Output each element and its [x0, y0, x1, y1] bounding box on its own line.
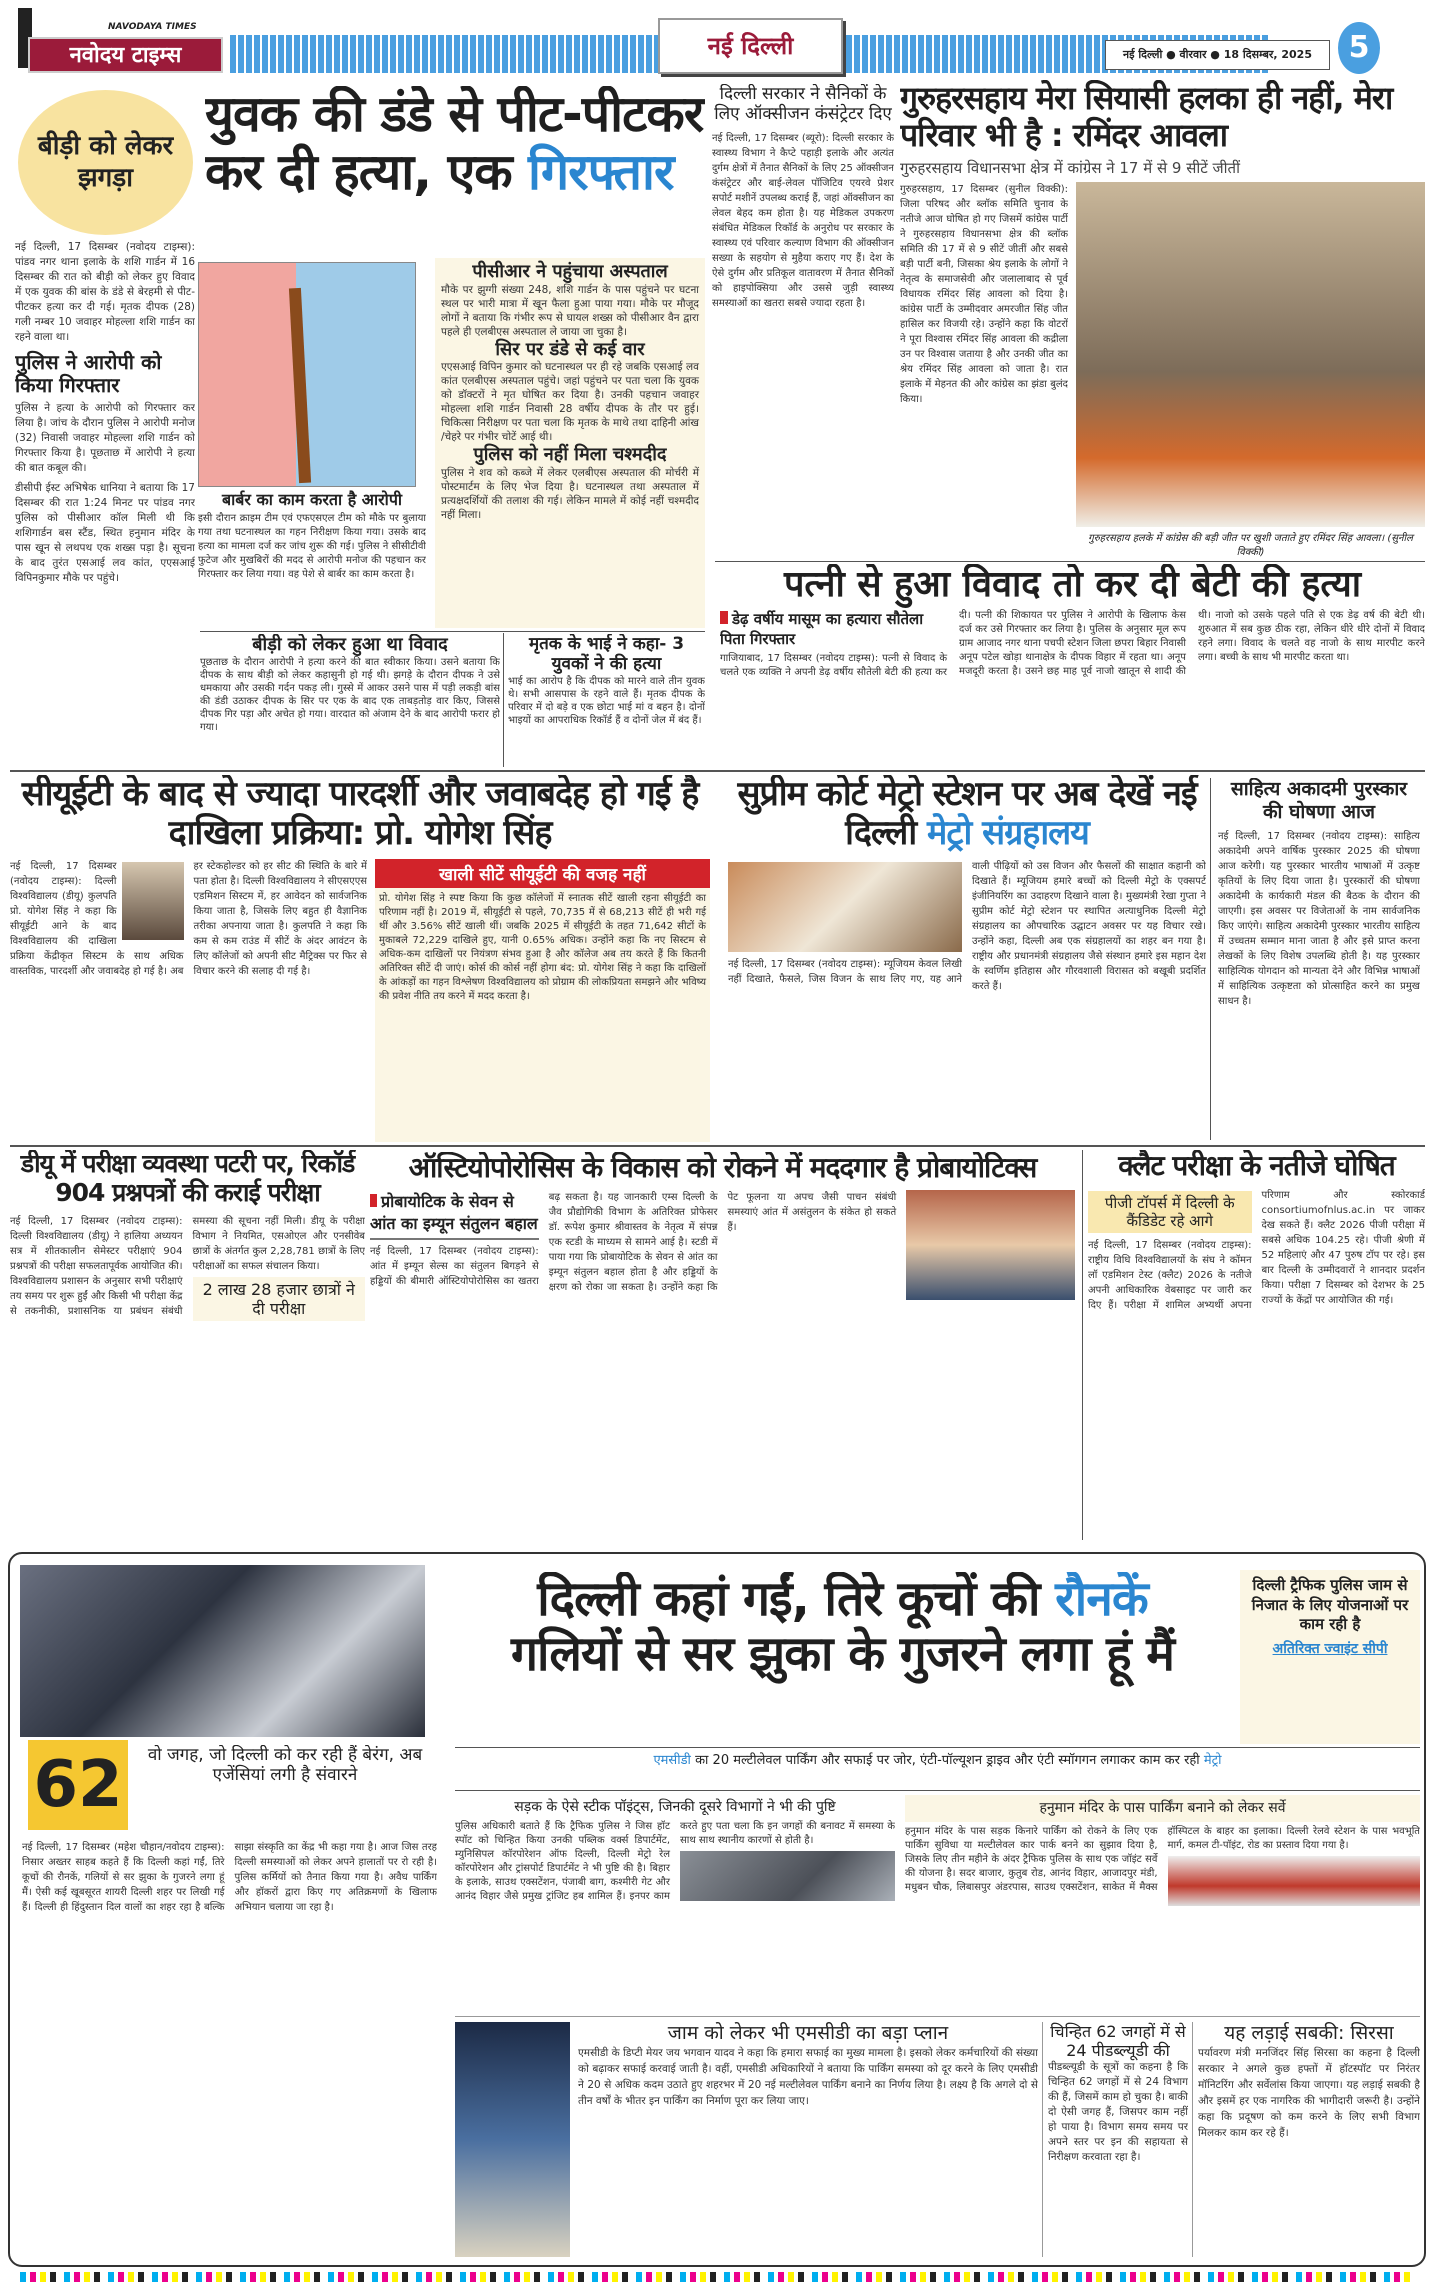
bidi-text: पूछताछ के दौरान आरोपी ने हत्या करने की बात स्वीकार किया। उसने बताया कि दीपक के साथ बीड़ी को लेकर कहासुनी हो गई थी। झगड़े के दौरान दीपक ने उसे धमकाया और उसकी गर्दन पकड़ ली। गुस्से में आकर उसने पास में पड़ी लकड़ी बांस की डंडी उठाकर दीपक के सिर पर एक के बाद एक ताबड़तोड़ वार किए, जिससे दीपक गिर पड़ा और अचेत हो गया। वारदात को अंजाम देने के बाद आरोपी फरार हो गया। — [200, 656, 500, 733]
sub-left: सड़क के ऐसे स्टीक पॉइंट्स, जिनकी दूसरे विभागों ने भी की पुष्टि — [514, 1799, 836, 1815]
count-text: वो जगह, जो दिल्ली को कर रही हैं बेरंग, अब एजेंसियां लगी है संवारने — [147, 1745, 423, 1786]
story11-right-text: हनुमान मंदिर के पास सड़क किनारे पार्किंग को रोकने के लिए एक पार्किंग सुविधा या मल्टीलेवल कार पार्क बनने का सुझाव दिया है, जिसके लिए तीन महीने के अंदर ट्रैफिक पुलिस के साथ एक जॉइंट सर्वे की योजना है। सदर बाजार, कुतुब रोड, आनंद विहार, आजादपुर मंडी, मधुबन चौक, लिबासपुर अंडरपास, साउथ एक्सटेंशन, साकेत में मैक्स हॉस्पिटल के बाहर का इलाका। दिल्ली रेलवे स्टेशन के पास भवभूति मार्ग, कमल टी-पॉइंट, रोड का प्रस्ताव दिया गया है। — [905, 1825, 1420, 1893]
story7-block — [1218, 778, 1420, 1142]
story9-text: नई दिल्ली, 17 दिसम्बर (नवोदय टाइम्स): आंत में इम्यून सेल्स का संतुलन बिगड़ने से हड्डियों की बीमारी ऑस्टियोपोरोसिस का खतरा बढ़ सकता है। यह जानकारी एम्स दिल्ली के जैव प्रौद्योगिकी विभाग के अतिरिक्त प्रोफेसर डॉ. रूपेश कुमार श्रीवास्तव के नेतृत्व में संपन्न एक स्टडी के माध्यम से सामने आई है। स्टडी में पाया गया कि प्रोबायोटिक के सेवन से आंत का इम्यून संतुलन बहाल होता है और हड्डियों के क्षरण को रोका जा सकता है। उन्होंने कहा कि पेट फूलना या अपच जैसी पाचन संबंधी समस्याएं आंत में असंतुलन के संकेत हो सकते हैं। — [370, 1192, 897, 1294]
market-photo — [455, 2022, 570, 2257]
story3-subhead: गुरुहरसहाय विधानसभा क्षेत्र में कांग्रेस ने 17 में से 9 सीटें जीतीं — [900, 158, 1240, 177]
story11-right-block — [905, 1795, 1420, 2013]
brother-text: भाई का आरोप है कि दीपक को मारने वाले तीन युवक थे। सभी आसपास के रहने वाले हैं। मृतक दीपक के परिवार में दो बड़े व एक छोटा भाई मां व बहन है। दोनों भाइयों का आपराधिक रिकॉर्ड हैं व दोनों जेल में बंद हैं। — [508, 675, 705, 726]
story11-left-text: पुलिस अधिकारी बताते हैं कि ट्रैफिक पुलिस ने जिस हॉट स्पॉट को चिन्हित किया उनकी पब्लिक वर्क्स डिपार्टमेंट, म्युनिसिपल कॉरपोरेशन ऑफ दिल्ली, दिल्ली मेट्रो रेल कॉरपोरेशन और ट्रांसपोर्ट डिपार्टमेंट ने भी पुष्टि की है। बिहार के इलाके, साउथ एक्सटेंशन, पंजाबी बाग, कश्मीरी गेट और आनंद विहार जैसे प्रमुख ट्रांजिट हब शामिल हैं। इनपर काम करते हुए पता चला कि इन जगहों की बनावट में समस्या के साथ साथ स्थानीय कारणों से होती है। — [455, 1820, 895, 1902]
brand-small: NAVODAYA TIMES — [108, 22, 197, 32]
story8-text: नई दिल्ली, 17 दिसम्बर (नवोदय टाइम्स): दिल्ली विश्वविद्यालय (डीयू) ने हालिया अध्ययन सत्र में शीतकालीन सेमेस्टर परीक्षाएं 904 प्रश्नपत्रों की परीक्षा सफलतापूर्वक आयोजित की। विश्वविद्यालय प्रशासन के अनुसार सभी परीक्षाएं तय समय पर शुरू हुईं और किसी भी परीक्षा केंद्र से तकनीकी, प्रशासनिक या प्रबंधन संबंधी समस्या की सूचना नहीं मिली। डीयू के परीक्षा विभाग ने नियमित, एसओएल और एनसीवेब छात्रों के अंतर्गत कुल 2,28,781 छात्रों के लिए परीक्षाओं का सफल संचालन किया। — [10, 1215, 365, 1317]
cuet-box: खाली सीटें सीयूईटी की वजह नहीं प्रो. योगेश सिंह ने स्पष्ट किया कि कुछ कॉलेजों में स्नातक सीटें खाली रहना सीयूईटी का परिणाम नहीं है। 2019 में, सीयूईटी से पहले, 70,735 में से 68,213 सीटें ही भरी गई थीं और 3.56% सीटें खाली थीं। जबकि 2025 में सीयूईटी के तहत 71,642 सीटों के मुकाबले 72,229 दाखिले हुए, यानी 0.65% अधिक। उन्होंने कहा कि नए सिस्टम से अधिक-कम दाखिलों पर नियंत्रण संभव हुआ है और कॉलेज अब तय करते हैं कि कितनी अतिरिक्त सीटें दी जाएं। कोर्स की कोर्स नहीं होगा बंद: प्रो. योगेश सिंह ने कहा कि दाखिलों के आंकड़ों का गहन विश्लेषण विश्वविद्यालय को प्रोग्राम की लोकप्रियता समझने और भविष्य की प्रवेश नीति तय करने में मदद करता है। — [375, 859, 710, 1142]
story10-block — [1088, 1150, 1425, 1545]
story5-headline: सीयूईटी के बाद से ज्यादा पारदर्शी और जवाबदेह हो गई है दाखिला प्रक्रिया: प्रो. योगेश सिंह — [21, 775, 699, 854]
story3-text: गुरुहरसहाय, 17 दिसम्बर (सुनील विक्की): जिला परिषद और ब्लॉक समिति चुनाव के नतीजे आज घोषित हो गए जिसमें कांग्रेस पार्टी ने गुरुहरसहाय विधानसभा क्षेत्र की ब्लॉक समिति की 17 में से 9 सीटें जीतीं और सबसे बड़ी पार्टी बनी, जिसका श्रेय इलाके के लोगों ने नेतृत्व के समाजसेवी और जलालाबाद से पूर्व विधायक रमिंदर सिंह आवला को दिया है। कांग्रेस पार्टी के उम्मीदवार अमरजीत सिंह जीत हासिल कर विजयी रहे। उन्होंने कहा कि वोटरों ने पूरा विश्वास रमिंदर सिंह आवला की कद्रीला उन पर विश्वास जताया है और उनकी जीत का श्रेय रमिंदर सिंह आवला को जाता है। रात इलाके में मेहनत की और कांग्रेस का झंडा बुलंद किया। — [900, 183, 1068, 405]
story1-dcp-text: डीसीपी ईस्ट अभिषेक धानिया ने बताया कि 17 दिसम्बर की रात 1:24 मिनट पर पांडव नगर पुलिस को पीसीआर कॉल मिली थी कि शशिगार्डन बस स्टैंड, स्थित हनुमान मंदिर के पास खून से लथपथ एक शख्स पड़ा है। सूचना के बाद तुरंत एसआई लव कांत, एएसआई विपिनकुमार मौके पर पहुंचे। — [15, 482, 195, 584]
illustration — [198, 262, 416, 487]
brother-block — [508, 634, 705, 768]
story7-headline: साहित्य अकादमी पुरस्कार की घोषणा आज — [1230, 778, 1408, 823]
story2-text: नई दिल्ली, 17 दिसम्बर (ब्यूरो): दिल्ली सरकार के स्वास्थ्य विभाग ने कैप्टे पहाड़ी इलाके और अत्यंत दुर्गम क्षेत्रों में तैनात सैनिकों के लिए 25 ऑक्सीजन कंसंट्रेटर और बाई-लेवल पॉजिटिव एयरवे प्रेशर सपोर्ट मशीनें उपलब्ध कराई हैं, जहां ऑक्सीजन का लेवल बेहद कम होता है। यह मेडिकल उपकरण संबंधित मेडिकल रिकॉर्ड के अनुरोध पर सरकार के स्वास्थ्य एवं परिवार कल्याण विभाग की ऑक्सीजन सख्या के सहयोग से मुहैया कराए गए हैं। देश के ऐसे दुर्गम और प्रतिकूल वातावरण में तैनात सैनिकों को हाइपोक्सिया और उससे जुड़ी स्वास्थ्य समस्याओं का खतरा सबसे ज्यादा रहता है। — [712, 132, 894, 309]
story8-block — [10, 1150, 365, 1545]
page-number: 5 — [1338, 22, 1380, 74]
story1-left-column — [15, 240, 195, 765]
story1-headline: युवक की डंडे से पीट-पीटकर कर दी हत्या, एक गिरफ्तार — [205, 86, 704, 201]
story5-block — [10, 775, 710, 1142]
kicker-circle: बीड़ी को लेकर झगड़ा — [18, 90, 193, 235]
brand-logo: नवोदय टाइम्स — [28, 37, 223, 73]
story3-caption: गुरुहरसहाय हलके में कांग्रेस की बड़ी जीत पर खुशी जताते हुए रमिंदर सिंह आवला। (सुनील विक्की) — [1088, 533, 1413, 558]
story6-text: नई दिल्ली, 17 दिसम्बर (नवोदय टाइम्स): म्यूजियम केवल लिखी नहीं दिखाते, फैसले, जिस विजन के साथ लिए गए, यह आने वाली पीढ़ियों को उस विजन और फैसलों की साक्षात कहानी को दिखाते हैं। म्यूजियम हमारे बच्चों को दिल्ली मेट्रो के एक्सपर्ट इंजीनियरिंग का उदाहरण दिखाने वाला है। मुख्यमंत्री रेखा गुप्ता ने सुप्रीम कोर्ट मेट्रो स्टेशन पर स्थापित अत्याधुनिक दिल्ली मेट्रो संग्रहालय का औपचारिक उद्घाटन अवसर पर यह विचार रखे। उन्होंने कहा, दिल्ली अब एक संग्रहालयों का शहर बन गया है। राष्ट्रीय और प्रधानमंत्री संग्रहालय जैसे संस्थान हमारे इस महान देश के स्वर्णिम इतिहास और गौरवशाली विरासत को बखूबी प्रदर्शित करते हैं। — [728, 861, 1206, 993]
story7-text: नई दिल्ली, 17 दिसम्बर (नवोदय टाइम्स): साहित्य अकादेमी अपने वार्षिक पुरस्कार 2025 की घोषणा आज करेगी। यह पुरस्कार भारतीय भाषाओं में उत्कृष्ट कृतियों के लिए दिया जाता है। पुरस्कारों की घोषणा अकादेमी के कार्यकारी मंडल की बैठक के दौरान की जाएगी। इस अवसर पर विजेताओं के नाम सार्वजनिक किए जाएंगे। साहित्य अकादेमी पुरस्कार भारतीय साहित्य में उच्चतम सम्मान माना जाता है और इसे प्राप्त करना लेखकों के लिए विशेष उपलब्धि होती है। यह पुरस्कार साहित्यिक योगदान को मान्यता देने और विभिन्न भाषाओं में साहित्यिक उत्कृष्टता को प्रोत्साहित करने का प्रमुख साधन है। — [1218, 830, 1420, 1007]
caption-barber: बार्बर का काम करता है आरोपी — [221, 490, 403, 509]
doctor-photo — [906, 1190, 1075, 1300]
story11-left-block — [455, 1795, 895, 2013]
temple-photo — [1168, 1856, 1421, 1906]
story9-headline: ऑस्टियोपोरोसिस के विकास को रोकने में मददगार है प्रोबायोटिक्स — [408, 1152, 1037, 1184]
metro-photo — [728, 862, 962, 952]
story3-block — [900, 80, 1425, 558]
section-label: नई दिल्ली — [658, 18, 843, 74]
story11-main-text: नई दिल्ली, 17 दिसम्बर (महेश चौहान/नवोदय टाइम्स): निसार अख्तर साहब कहते हैं कि दिल्ली कहां गईं, तिरे कूचों की रौनकें, गलियों से सर झुका के गुजरने लगा हूं मैं। ऐसी कई खूबसूरत शायरी दिल्ली शहर पर लिखी गई हैं। दिल्ली ही हिंदुस्तान दिल वालों का शहर रहा है बल्कि साझा संस्कृति का केंद्र भी कहा गया है। आज जिस तरह दिल्ली समस्याओं को लेकर अपने हालातों पर रो रही है। पुलिस कर्मियों को तैनात किया गया है। अवैध पार्किंग और हॉकरों द्वारा किए गए अतिक्रमणों के खिलाफ अभियान चलाया जा रहा है। — [22, 1842, 437, 1913]
story5-text: नई दिल्ली, 17 दिसम्बर (नवोदय टाइम्स): दिल्ली विश्वविद्यालय (डीयू) कुलपति प्रो. योगेश सिंह ने कहा कि सीयूईटी आने के बाद विश्वविद्यालय की दाखिला प्रक्रिया केंद्रीकृत सिस्टम के साथ अधिक वास्तविक, पारदर्शी और जवाबदेह हो गई है। अब हर स्टेकहोल्डर को हर सीट की स्थिति के बारे में पता होता है। दिल्ली विश्वविद्यालय ने सीएसएएस एडमिशन सिस्टम में, हर आवेदन को सार्वजनिक किया जाता है, जिसके लिए बहुत ही वैज्ञानिक तरीका अपनाया जाता है। कुलपति ने कहा कि कम से कम राउंड में सीटें के अंदर आवंटन के लिए कॉलेजों को अपनी सीट मैट्रिक्स पर फिर से विचार करने की सलाह दी गई है। — [10, 861, 367, 978]
story4-headline: पत्नी से हुआ विवाद तो कर दी बेटी की हत्या — [783, 564, 1362, 605]
count-badge: 62 — [28, 1740, 128, 1830]
registration-bar — [20, 2272, 1410, 2282]
story2-headline: दिल्ली सरकार ने सैनिकों के लिए ऑक्सीजन कंसंट्रेटर दिए — [714, 84, 892, 125]
sub-brother: मृतक के भाई ने कहा- 3 युवकों ने की हत्या — [528, 634, 685, 675]
sidebar-box: पीसीआर ने पहुंचाया अस्पताल मौके पर झुग्गी संख्या 248, शशि गार्डन के पास पहुंचने पर घटना स्थल पर भारी मात्रा में खून फैला हुआ पाया गया। मौके पर मौजूद लोगों ने बताया कि गंभीर रूप से घायल शख्स को पीसीआर वैन द्वारा पहले ही एलबीएस अस्पताल ले जाया जा चुका है। सिर पर डंडे से कई वार एएसआई विपिन कुमार को घटनास्थल पर ही रहे जबकि एसआई लव कांत एलबीएस अस्पताल पहुंचे। जहां पहुंचने पर पता चला कि युवक को डॉक्टरों ने मृत घोषित कर दिया है। उनकी पहचान जवाहर मोहल्ला शशि गार्डन निवासी 28 वर्षीय दीपक के तौर पर हुई। चिकित्सा निरीक्षण पर पता चला कि मृतक के माथे तथा दाहिनी आंख /चेहरे पर गंभीर चोटें आई थी। पुलिस को नहीं मिला चश्मदीद पुलिस ने शव को कब्जे में लेकर एलबीएस अस्पताल की मोर्चरी में पोस्टमार्टम के लिए भेज दिया है। घटनास्थल तथा अस्पताल में प्रत्यक्षदर्शियों की तलाश की गई। लेकिन मामले में कोई नहीं चश्मदीद नहीं मिला। — [435, 258, 705, 628]
traffic-photo — [20, 1565, 425, 1737]
jam-photo — [680, 1851, 895, 1901]
mcd-strip: एमसीडी का 20 मल्टीलेवल पार्किंग और सफाई पर जोर, एंटी-पॉल्यूशन ड्राइव और एंटी स्मॉगगन लगाकर काम कर रही मेट्रो — [653, 1753, 1222, 1768]
pwd-box: चिन्हित 62 जगहों में से 24 पीडब्ल्यूडी की पीडब्ल्यूडी के सूत्रों का कहना है कि चिन्हित 62 जगहों में से 24 विभाग की हैं, जिसमें काम हो चुका है। बाकी दो ऐसी जगह हैं, जिसपर काम नहीं हो पाया है। विभाग समय समय पर अपने स्तर पर इन की सहायता से निरीक्षण करवाता रहा है। — [1048, 2022, 1188, 2164]
story1-lead: नई दिल्ली, 17 दिसम्बर (नवोदय टाइम्स): पांडव नगर थाना इलाके के शशि गार्डन में 16 दिसम्बर की रात को बीड़ी को लेकर हुए विवाद में एक युवक की बांस के डंडे से बेरहमी से पीट-पीटकर हत्या कर दी गई। मृतक दीपक (28) गली नम्बर 10 जवाहर मोहल्ला शशि गार्डन का रहने वाला था। — [15, 241, 195, 343]
vc-photo — [122, 862, 184, 940]
story9-block — [370, 1152, 1075, 1545]
dateline: नई दिल्ली ● वीरवार ● 18 दिसम्बर, 2025 — [1105, 40, 1330, 70]
story10-box: पीजी टॉपर्स में दिल्ली के कैंडिडेट रहे आगे — [1088, 1191, 1252, 1233]
story3-headline: गुरुहरसहाय मेरा सियासी हलका ही नहीं, मेरा परिवार भी है : रमिंदर आवला — [900, 80, 1393, 154]
story8-box: 2 लाख 28 हजार छात्रों ने दी परीक्षा — [193, 1277, 366, 1321]
story6-headline: सुप्रीम कोर्ट मेट्रो स्टेशन पर अब देखें नई दिल्ली मेट्रो संग्रहालय — [737, 775, 1197, 854]
story4-sub: डेढ़ वर्षीय मासूम का हत्यारा सौतेला पिता गिरफ्तार — [720, 610, 924, 649]
story1-mid-column — [198, 262, 426, 627]
sub-bidi: बीड़ी को लेकर हुआ था विवाद — [252, 634, 448, 655]
story10-text: नई दिल्ली, 17 दिसम्बर (नवोदय टाइम्स): राष्ट्रीय विधि विश्वविद्यालयों के संघ ने कॉमन लॉ एडमिशन टेस्ट (क्लैट) 2026 के नतीजे अपनी आधिकारिक वेबसाइट पर जारी कर दिए हैं। परीक्षा में शामिल अभ्यर्थी अपना परिणाम और स्कोरकार्ड consortiumofnlus.ac.in पर जाकर देख सकते हैं। क्लैट 2026 पीजी परीक्षा में सबसे अधिक 104.25 रहे। पीजी श्रेणी में 52 महिलाएं और 47 पुरुष टॉप पर रहे। इस बार दिल्ली के उम्मीदवारों ने शानदार प्रदर्शन किया। परीक्षा 7 दिसम्बर को देशभर के 25 राज्यों के केंद्रों पर आयोजित की गई। — [1088, 1190, 1425, 1312]
story8-headline: डीयू में परीक्षा व्यवस्था पटरी पर, रिकॉर्ड 904 प्रश्नपत्रों की कराई परीक्षा — [20, 1150, 355, 1207]
story9-sub: प्रोबायोटिक के सेवन से आंत का इम्यून संतुलन बहाल — [370, 1190, 539, 1240]
bidi-block — [200, 634, 500, 768]
traffic-side-box: दिल्ली ट्रैफिक पुलिस जाम से निजात के लिए योजनाओं पर काम रही है अतिरिक्त ज्वाइंट सीपी — [1240, 1570, 1420, 1744]
story10-headline: क्लैट परीक्षा के नतीजे घोषित — [1118, 1150, 1395, 1182]
story1-arrest-text: पुलिस ने हत्या के आरोपी को गिरफ्तार कर लिया है। जांच के दौरान पुलिस ने आरोपी मनोज (32) निवासी जवाहर मोहल्ला शशि गार्डन को गिरफ्तार किया है। पूछताछ में आरोपी ने हत्या की बात कबूल की। — [15, 402, 195, 474]
story1-sub-arrest: पुलिस ने आरोपी को किया गिरफ्तार — [15, 350, 162, 397]
masthead — [18, 8, 1428, 78]
story1-barber-text: इसी दौरान क्राइम टीम एवं एफएसएल टीम को मौके पर बुलाया गया तथा घटनास्थल का गहन निरीक्षण किया गया। उसके बाद हत्या का मामला दर्ज कर जांच शुरू की गई। पुलिस ने सीसीटीवी फुटेज और मुखबिरों की मदद से आरोपी मनोज की पहचान कर गिरफ्तार कर लिया गया। वह पेशे से बार्बर का काम करता है। — [198, 513, 426, 581]
story6-block — [728, 775, 1206, 1142]
sub-right: हनुमान मंदिर के पास पार्किंग बनाने को लेकर सर्वे — [905, 1795, 1420, 1822]
story3-photo — [1076, 182, 1425, 527]
story2-block — [712, 84, 894, 558]
story11-headline: दिल्ली कहां गईं, तिरे कूचों की रौनकें गलियों से सर झुका के गुजरने लगा हूं मैं — [510, 1572, 1175, 1683]
story4-text: गाजियाबाद, 17 दिसम्बर (नवोदय टाइम्स): पत्नी से विवाद के चलते एक व्यक्ति ने अपनी डेढ़ वर्षीय सौतेली बेटी की हत्या कर दी। पत्नी की शिकायत पर पुलिस ने आरोपी के खिलाफ केस दर्ज कर उसे गिरफ्तार कर लिया है। पुलिस के अनुसार मूल रूप ग्राम आजाद नगर थाना पचपी स्टेशन जिला छपरा बिहार निवासी अनूप पटेल खोड़ा थानाक्षेत्र के दीपक विहार में रहता था। अनूप मजदूरी करता है। उसने छह माह पूर्व नाजो खातून से शादी की थी। नाजो को उसके पहले पति से एक डेढ़ वर्ष की बेटी थी। शुरुआत में सब कुछ ठीक रहा, लेकिन धीरे धीरे दोनों में विवाद रहने लगा। विवाद के चलते वह नाजो के साथ मारपीट करने लगा। बच्ची के साथ भी मारपीट करता था। — [720, 610, 1425, 679]
story4-block — [720, 564, 1425, 768]
sirsa-box: यह लड़ाई सबकी: सिरसा पर्यावरण मंत्री मनजिंदर सिंह सिरसा का कहना है दिल्ली सरकार ने अगले कुछ हफ्तों में हॉटस्पॉट पर निरंतर मॉनिटरिंग और सर्वेलांस किया जाएगा। यह लड़ाई सबकी है और इसमें हर एक नागरिक की भागीदारी जरूरी है। उन्होंने कहा कि प्रदूषण को कम करने के लिए सभी विभाग मिलकर काम कर रहे हैं। — [1198, 2022, 1420, 2139]
mcd-plan-box: जाम को लेकर भी एमसीडी का बड़ा प्लान एमसीडी के डिप्टी मेयर जय भगवान यादव ने कहा कि हमारा सफाई का मुख्य मामला है। इसको लेकर कर्मचारियों की संख्या को बढ़ाकर सफाई करवाई जाती है। वहीं, एमसीडी अधिकारियों ने बताया कि पार्किंग समस्या को दूर करने के लिए एमसीडी ने 20 से अधिक कदम उठाते हुए शहरभर में 20 नई मल्टीलेवल पार्किंग बनाने का निर्णय लिया है। लक्ष्य है कि अगले दो से तीन वर्षों के भीतर इन पार्किंग का निर्माण पूरा कर लिया जाए। — [578, 2022, 1038, 2107]
